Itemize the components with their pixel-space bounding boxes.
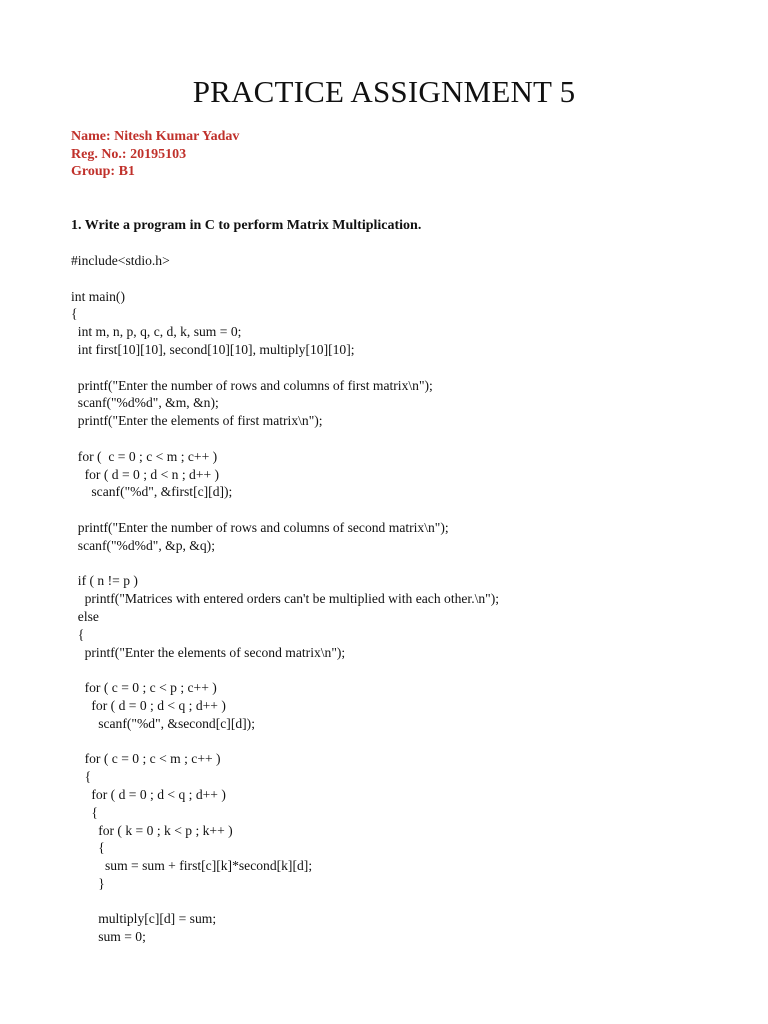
- code-line: int main(): [71, 288, 125, 304]
- code-line: {: [71, 840, 105, 856]
- code-line: [71, 733, 499, 751]
- code-line: [71, 359, 499, 377]
- code-line: sum = 0;: [71, 929, 146, 945]
- code-line: printf("Enter the number of rows and columns of first matrix\n");: [71, 377, 433, 393]
- code-line: [71, 893, 499, 911]
- page-title: PRACTICE ASSIGNMENT 5: [192, 74, 576, 109]
- code-line: for ( c = 0 ; c < m ; c++ ): [71, 448, 218, 464]
- student-group: Group: B1: [71, 164, 135, 179]
- code-line: scanf("%d", &first[c][d]);: [71, 484, 233, 500]
- code-line: for ( d = 0 ; d < q ; d++ ): [71, 697, 226, 713]
- code-line: for ( d = 0 ; d < n ; d++ ): [71, 466, 220, 482]
- code-line: scanf("%d%d", &p, &q);: [71, 537, 215, 553]
- code-line: printf("Enter the elements of second matrix\n");: [71, 644, 346, 660]
- code-line: {: [71, 306, 78, 322]
- student-name: Name: Nitesh Kumar Yadav: [71, 129, 240, 144]
- code-line: printf("Enter the elements of first matrix\n");: [71, 413, 323, 429]
- code-line: sum = sum + first[c][k]*second[k][d];: [71, 858, 313, 874]
- code-line: [71, 555, 499, 573]
- code-line: printf("Enter the number of rows and columns of second matrix\n");: [71, 519, 449, 535]
- code-line: scanf("%d%d", &m, &n);: [71, 395, 219, 411]
- question-heading: 1. Write a program in C to perform Matrix Multiplication.: [71, 218, 422, 233]
- code-line: for ( c = 0 ; c < p ; c++ ): [71, 680, 217, 696]
- code-line: printf("Matrices with entered orders can't be multiplied with each other.\n");: [71, 591, 500, 607]
- code-line: if ( n != p ): [71, 573, 138, 589]
- code-line: [71, 430, 499, 448]
- code-line: scanf("%d", &second[c][d]);: [71, 715, 255, 731]
- code-line: for ( k = 0 ; k < p ; k++ ): [71, 822, 233, 838]
- code-line: else: [71, 608, 99, 624]
- code-line: {: [71, 769, 92, 785]
- code-line: int m, n, p, q, c, d, k, sum = 0;: [71, 324, 242, 340]
- code-block: [71, 252, 499, 946]
- code-line: for ( d = 0 ; d < q ; d++ ): [71, 786, 226, 802]
- code-line: int first[10][10], second[10][10], multiply[10][10];: [71, 341, 355, 357]
- code-line: {: [71, 626, 85, 642]
- code-line: [71, 661, 499, 679]
- code-line: multiply[c][d] = sum;: [71, 911, 217, 927]
- student-reg-no: Reg. No.: 20195103: [71, 146, 187, 162]
- code-line: [71, 501, 499, 519]
- code-line: [71, 270, 499, 288]
- code-line: {: [71, 804, 98, 820]
- student-info: [71, 128, 239, 181]
- code-line: #include<stdio.h>: [71, 253, 170, 268]
- code-line: for ( c = 0 ; c < m ; c++ ): [71, 751, 221, 767]
- code-line: }: [71, 875, 105, 891]
